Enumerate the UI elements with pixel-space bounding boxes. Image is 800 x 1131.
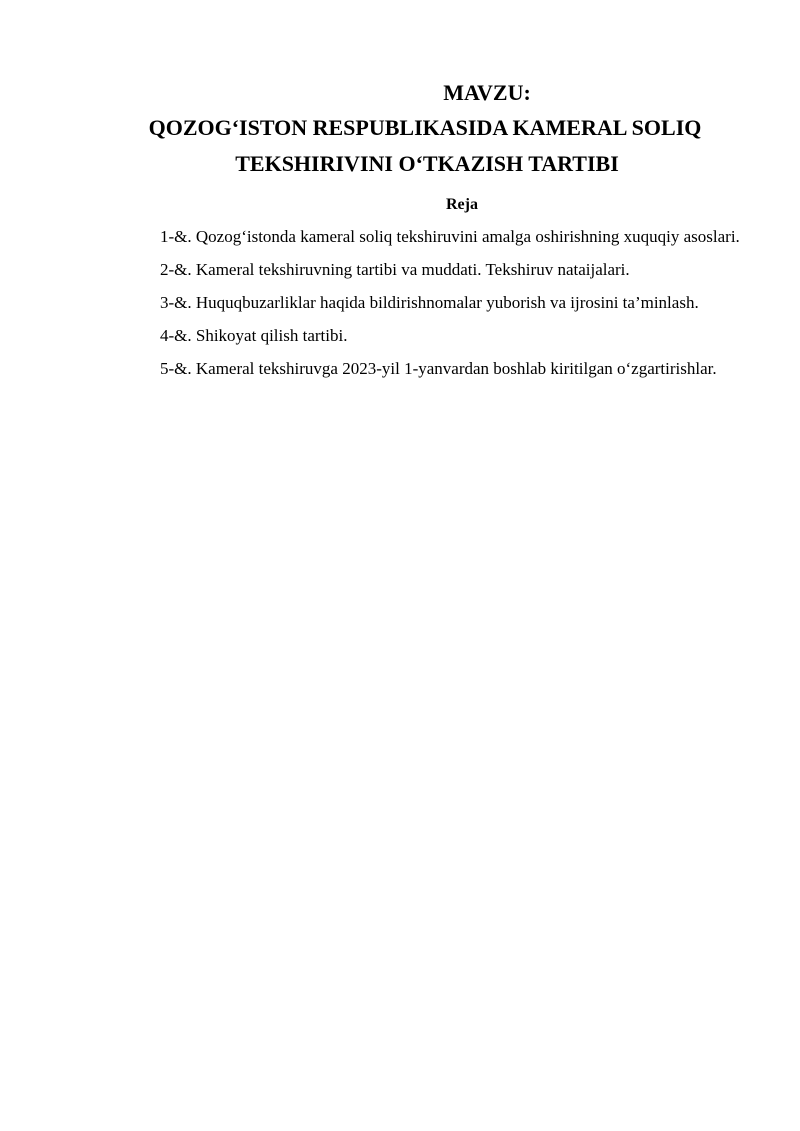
title-line-1: QOZOG‘ISTON RESPUBLIKASIDA KAMERAL SOLIQ <box>148 115 702 140</box>
plan-item-3: 3-&. Huquqbuzarliklar haqida bildirishnomalar yuborish va ijrosini ta’minlash. <box>160 293 699 312</box>
title-block <box>111 76 743 182</box>
plan-item-4: 4-&. Shikoyat qilish tartibi. <box>160 326 348 345</box>
plan-item-1: 1-&. Qozog‘istonda kameral soliq tekshiruvini amalga oshirishning xuquqiy asoslari. <box>160 227 740 246</box>
plan-list <box>111 220 743 385</box>
title-line-2: TEKSHIRIVINI O‘TKAZISH TARTIBI <box>235 151 619 176</box>
plan-heading: Reja <box>446 196 478 213</box>
plan-item-2: 2-&. Kameral tekshiruvning tartibi va muddati. Tekshiruv nataijalari. <box>160 260 630 279</box>
plan-item-5: 5-&. Kameral tekshiruvga 2023-yil 1-yanvardan boshlab kiritilgan o‘zgartirishlar. <box>160 359 717 378</box>
topic-heading: MAVZU: <box>443 80 531 105</box>
